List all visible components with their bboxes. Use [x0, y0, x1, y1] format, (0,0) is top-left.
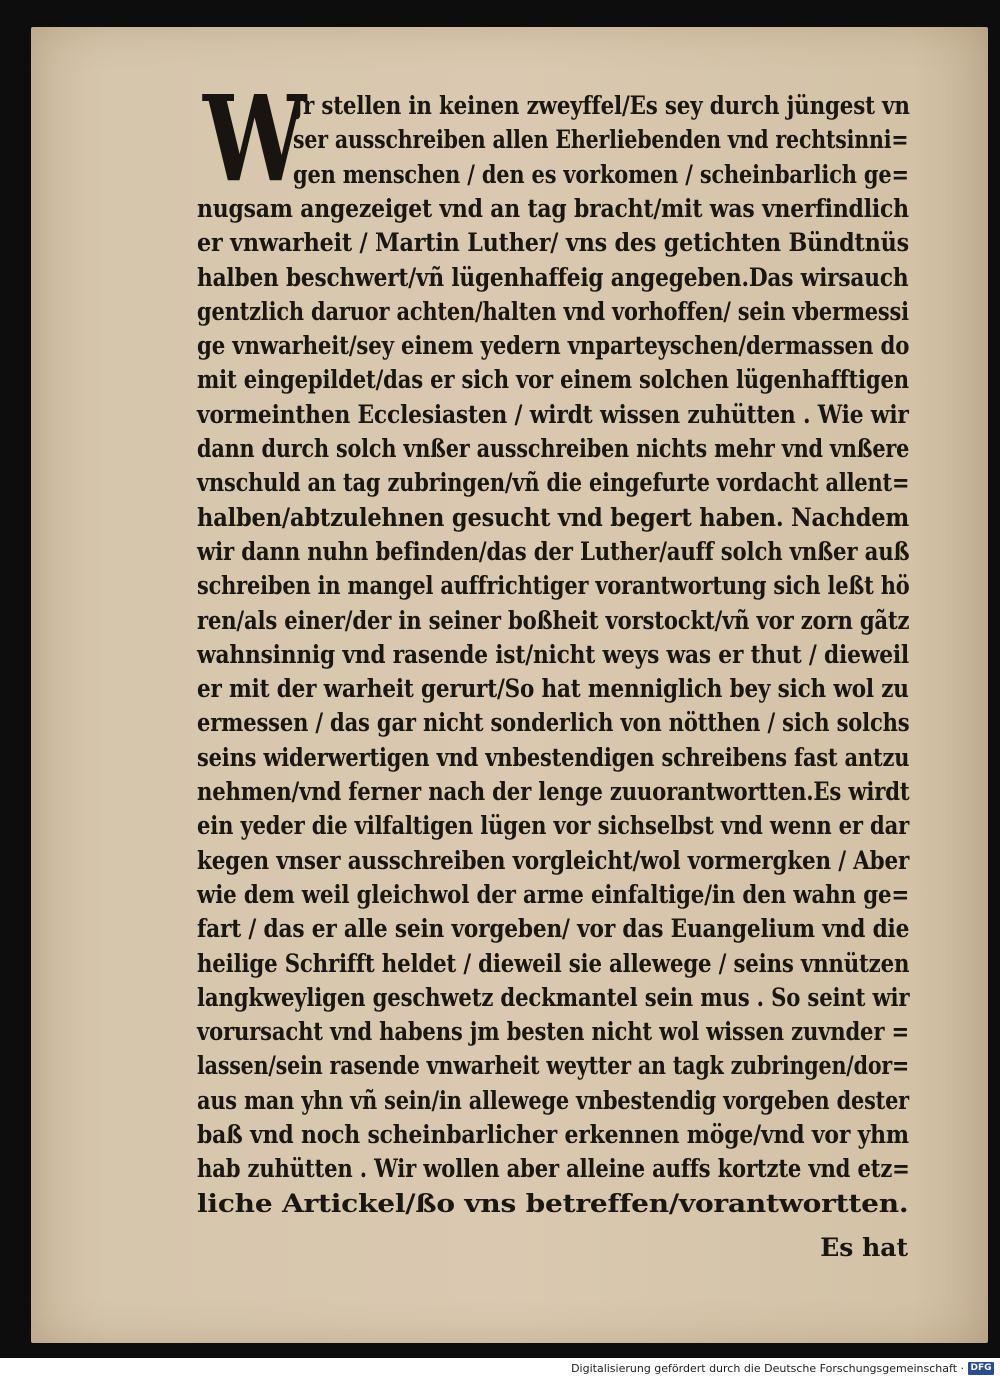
text-line: hab zuhütten . Wir wollen aber alleine auffs kortzte vnd etz=	[197, 1154, 910, 1184]
text-line: aus man yhn vñ sein/in allewege vnbestendig vorgeben dester	[197, 1085, 909, 1115]
text-line: nehmen/vnd ferner nach der lenge zuuorantwortten.Es wirdt	[197, 777, 910, 806]
text-line: ge vnwarheit/sey einem yedern vnparteyschen/dermassen do	[197, 331, 910, 361]
dfg-logo-icon: DFG	[968, 1362, 994, 1375]
text-line: liche Artickel/ßo vns betreffen/vorantwortten.	[197, 1188, 909, 1218]
text-line: wie dem weil gleichwol der arme einfaltige/in den wahn ge=	[197, 879, 910, 909]
funding-credit: Digitalisierung gefördert durch die Deutsche Forschungsgemeinschaft ·	[571, 1362, 964, 1375]
text-line: wahnsinnig vnd rasende ist/nicht weys was er thut / dieweil	[197, 639, 909, 669]
catchword: Es hat	[820, 1233, 908, 1262]
text-line: vorursacht vnd habens jm besten nicht wol wissen zuvnder =	[197, 1017, 910, 1047]
text-line: halben beschwert/vñ lügenhaffeig angegeben.Das wirsauch	[197, 262, 909, 292]
text-line: halben/abtzulehnen gesucht vnd begert haben. Nachdem	[197, 502, 910, 532]
text-line: ser ausschreiben allen Eherliebenden vnd rechtsinni=	[293, 125, 909, 155]
text-line: er vnwarheit / Martin Luther/ vns des getichten Bündtnüs	[197, 228, 909, 258]
drop-cap-initial: W	[203, 69, 307, 208]
text-line: nugsam angezeiget vnd an tag bracht/mit was vnerfindlich	[197, 193, 909, 223]
text-line: gen menschen / den es vorkomen / scheinbarlich ge=	[293, 159, 909, 189]
text-line: heilige Schrifft heldet / dieweil sie allewege / seins vnnützen	[197, 948, 910, 978]
text-line: mit eingepildet/das er sich vor einem solchen lügenhafftigen	[197, 365, 909, 395]
text-line: Jr stellen in keinen zweyffel/Es sey durch jüngest vn	[293, 91, 910, 120]
text-line: er mit der warheit gerurt/So hat menniglich bey sich wol zu	[197, 674, 909, 704]
text-line: langkweyligen geschwetz deckmantel sein mus . So seint wir	[197, 982, 910, 1012]
text-line: vnschuld an tag zubringen/vñ die eingefurte vordacht allent=	[197, 468, 910, 498]
text-line: fart / das er alle sein vorgeben/ vor das Euangelium vnd die	[197, 914, 910, 944]
text-line: ren/als einer/der in seiner boßheit vorstockt/vñ vor zorn gãtz	[197, 605, 910, 635]
text-line: vormeinthen Ecclesiasten / wirdt wissen zuhütten . Wie wir	[197, 399, 909, 429]
text-line: lassen/sein rasende vnwarheit weytter an tagk zubringen/dor=	[197, 1051, 910, 1081]
text-line: ermessen / das gar nicht sonderlich von nötthen / sich solchs	[197, 708, 910, 738]
text-line: dann durch solch vnßer ausschreiben nichts mehr vnd vnßere	[197, 434, 910, 463]
text-line: schreiben in mangel auffrichtiger vorantwortung sich leßt hö	[197, 571, 910, 601]
text-line: wir dann nuhn befinden/das der Luther/auff solch vnßer auß	[197, 536, 910, 566]
text-line: ein yeder die vilfaltigen lügen vor sichselbst vnd wenn er dar	[197, 811, 910, 841]
text-line: gentzlich daruor achten/halten vnd vorhoffen/ sein vbermessi	[197, 296, 909, 326]
text-line: seins widerwertigen vnd vnbestendigen schreibens fast antzu	[197, 742, 910, 772]
footer-bar	[0, 1358, 1000, 1379]
text-line: baß vnd noch scheinbarlicher erkennen möge/vnd vor yhm	[197, 1120, 909, 1149]
text-line: kegen vnser ausschreiben vorgleicht/wol vormergken / Aber	[197, 845, 910, 875]
book-page	[31, 27, 988, 1343]
